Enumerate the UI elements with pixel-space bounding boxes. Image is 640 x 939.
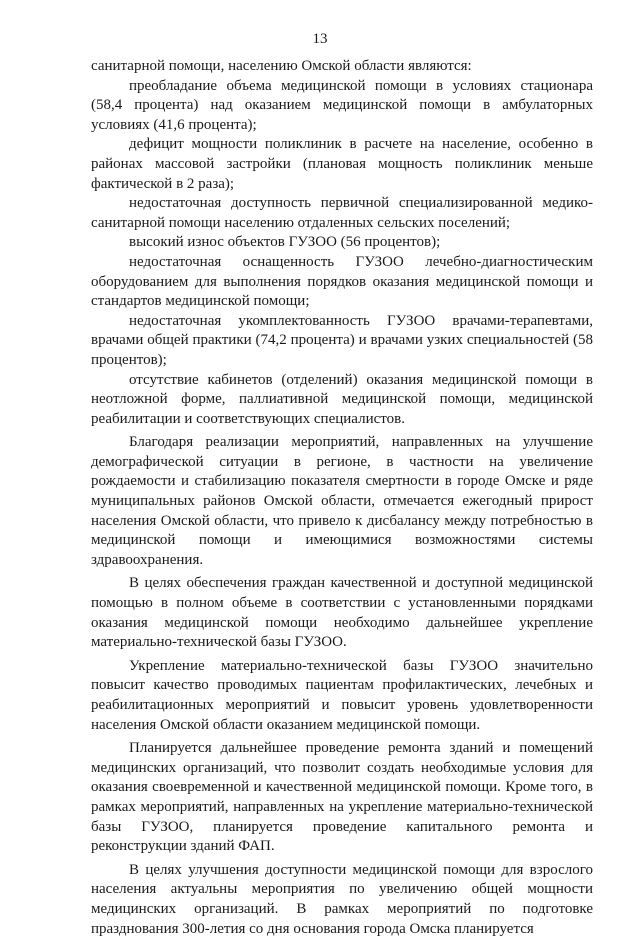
document-body (91, 57, 593, 939)
page-number: 13 (312, 31, 328, 47)
paragraph: преобладание объема медицинской помощи в условиях стационара (58,4 процента) над оказанием медицинской помощи в амбулаторных условиях (41,6 процента); (91, 77, 593, 133)
paragraph: недостаточная доступность первичной специализированной медико-санитарной помощи населению отдаленных сельских поселений; (91, 195, 593, 231)
paragraph: Укрепление материально-технической базы ГУЗОО значительно повысит качество проводимых пациентам профилактических, лечебных и реабилитационных мероприятий и повысит уровень удовлетворенности населения Омской области оказанием медицинской помощи. (91, 657, 593, 733)
paragraph: недостаточная оснащенность ГУЗОО лечебно-диагностическим оборудованием для выполнения порядков оказания медицинской помощи и стандартов медицинской помощи; (91, 253, 593, 310)
paragraph: санитарной помощи, населению Омской области являются: (91, 58, 472, 74)
paragraph: Благодаря реализации мероприятий, направленных на улучшение демографической ситуации в регионе, в частности на увеличение рождаемости и стабилизацию показателя смертности в городе Омске и ряде муниципальных районов Омской области, отмечается ежегодный прирост населения Омской области, что привело к дисбалансу между потребностью в медицинской помощи и имеющимися возможностями системы здравоохранения. (91, 434, 593, 568)
paragraph: В целях обеспечения граждан качественной и доступной медицинской помощью в полном объеме в соответствии с установленными порядками оказания медицинской помощи необходимо дальнейшее укрепление материально-технической базы ГУЗОО. (91, 575, 593, 651)
paragraph: недостаточная укомплектованность ГУЗОО врачами-терапевтами, врачами общей практики (74,2 процента) и врачами узких специальностей (58 процентов); (91, 312, 593, 368)
paragraph: Планируется дальнейшее проведение ремонта зданий и помещений медицинских организаций, что позволит создать необходимые условия для оказания своевременной и качественной медицинской помощи. Кроме того, в рамках мероприятий, направленных на укрепление материально-технической базы ГУЗОО, планируется проведение капитального ремонта и реконструкции зданий ФАП. (91, 740, 593, 855)
paragraph: В целях улучшения доступности медицинской помощи для взрослого населения актуальны мероприятия по увеличению общей мощности медицинских организаций. В рамках мероприятий по подготовке празднования 300-летия со дня основания города Омска планируется (91, 861, 593, 937)
paragraph: отсутствие кабинетов (отделений) оказания медицинской помощи в неотложной форме, паллиативной медицинской помощи, медицинской реабилитации и соответствующих специалистов. (91, 371, 593, 427)
paragraph: высокий износ объектов ГУЗОО (56 процентов); (129, 234, 441, 251)
paragraph: дефицит мощности поликлиник в расчете на население, особенно в районах массовой застройки (плановая мощность поликлиник меньше фактической в 2 раза); (91, 136, 593, 192)
